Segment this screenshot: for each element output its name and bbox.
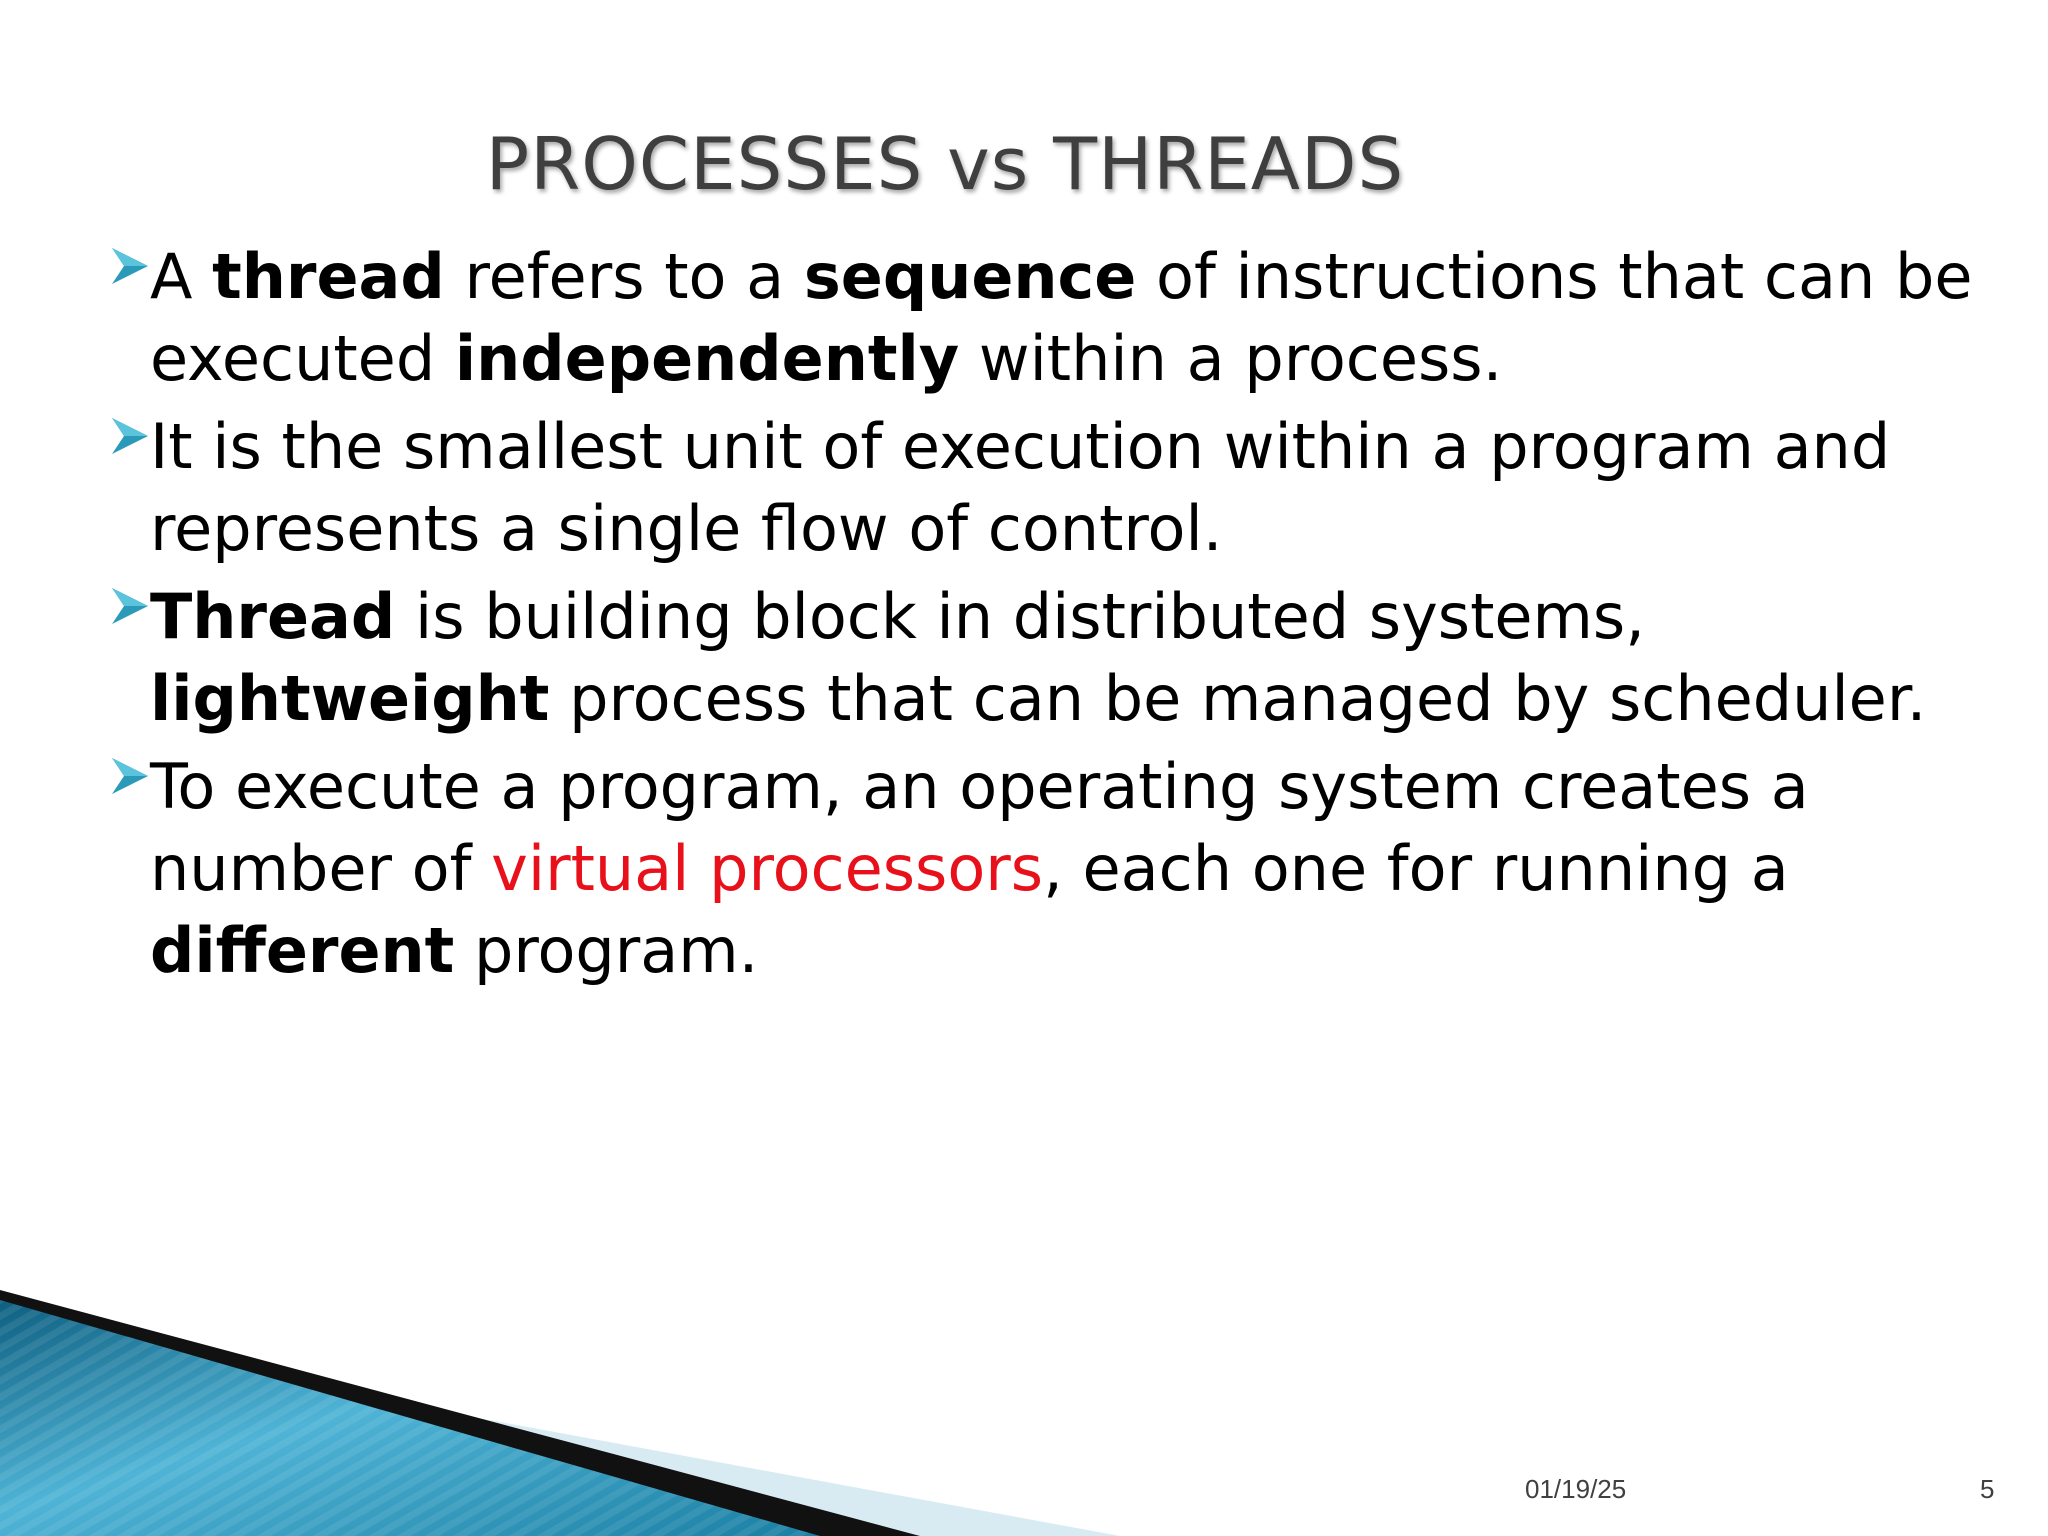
bullet-text-part: Thread	[150, 580, 396, 653]
bullet-item	[110, 746, 1990, 992]
arrow-bullet-icon	[110, 582, 150, 632]
bullet-text-part: A	[150, 240, 213, 313]
bullet-text-part: To execute a program, an operating system creates a number of	[150, 750, 1809, 905]
bullet-text-part: lightweight	[150, 662, 550, 735]
bullet-text-part: of instructions that can be executed	[150, 240, 1973, 395]
footer-date: 01/19/25	[1525, 1474, 1627, 1504]
bullet-text-part: within a process.	[959, 322, 1503, 395]
arrow-bullet-icon	[110, 412, 150, 462]
bullet-text-part: independently	[454, 322, 960, 395]
slide-number: 5	[1980, 1474, 1995, 1504]
bullet-text-part: refers to a	[444, 240, 804, 313]
bullet-text-part: It is the smallest unit of execution within a program and represents a single flow of control.	[150, 410, 1891, 565]
arrow-bullet-icon	[110, 752, 150, 802]
bullet-item	[110, 236, 1990, 400]
bullet-text-part: process that can be managed by scheduler.	[549, 662, 1927, 735]
bullet-text-part: is building block in distributed systems,	[395, 580, 1645, 653]
bullet-text-part: program.	[454, 914, 759, 987]
decorative-wave	[0, 1280, 2048, 1536]
arrow-bullet-icon	[110, 242, 150, 292]
bullet-item	[110, 406, 1990, 570]
highlight-text: virtual processors	[491, 832, 1044, 905]
slide-title: PROCESSES vs THREADS	[485, 122, 1405, 206]
bullet-text-part: , each one for running a	[1043, 832, 1789, 905]
bullet-text-part: thread	[212, 240, 445, 313]
bullet-list	[110, 236, 1990, 998]
bullet-text-part: different	[150, 914, 455, 987]
bullet-item	[110, 576, 1990, 740]
bullet-text-part: sequence	[803, 240, 1137, 313]
